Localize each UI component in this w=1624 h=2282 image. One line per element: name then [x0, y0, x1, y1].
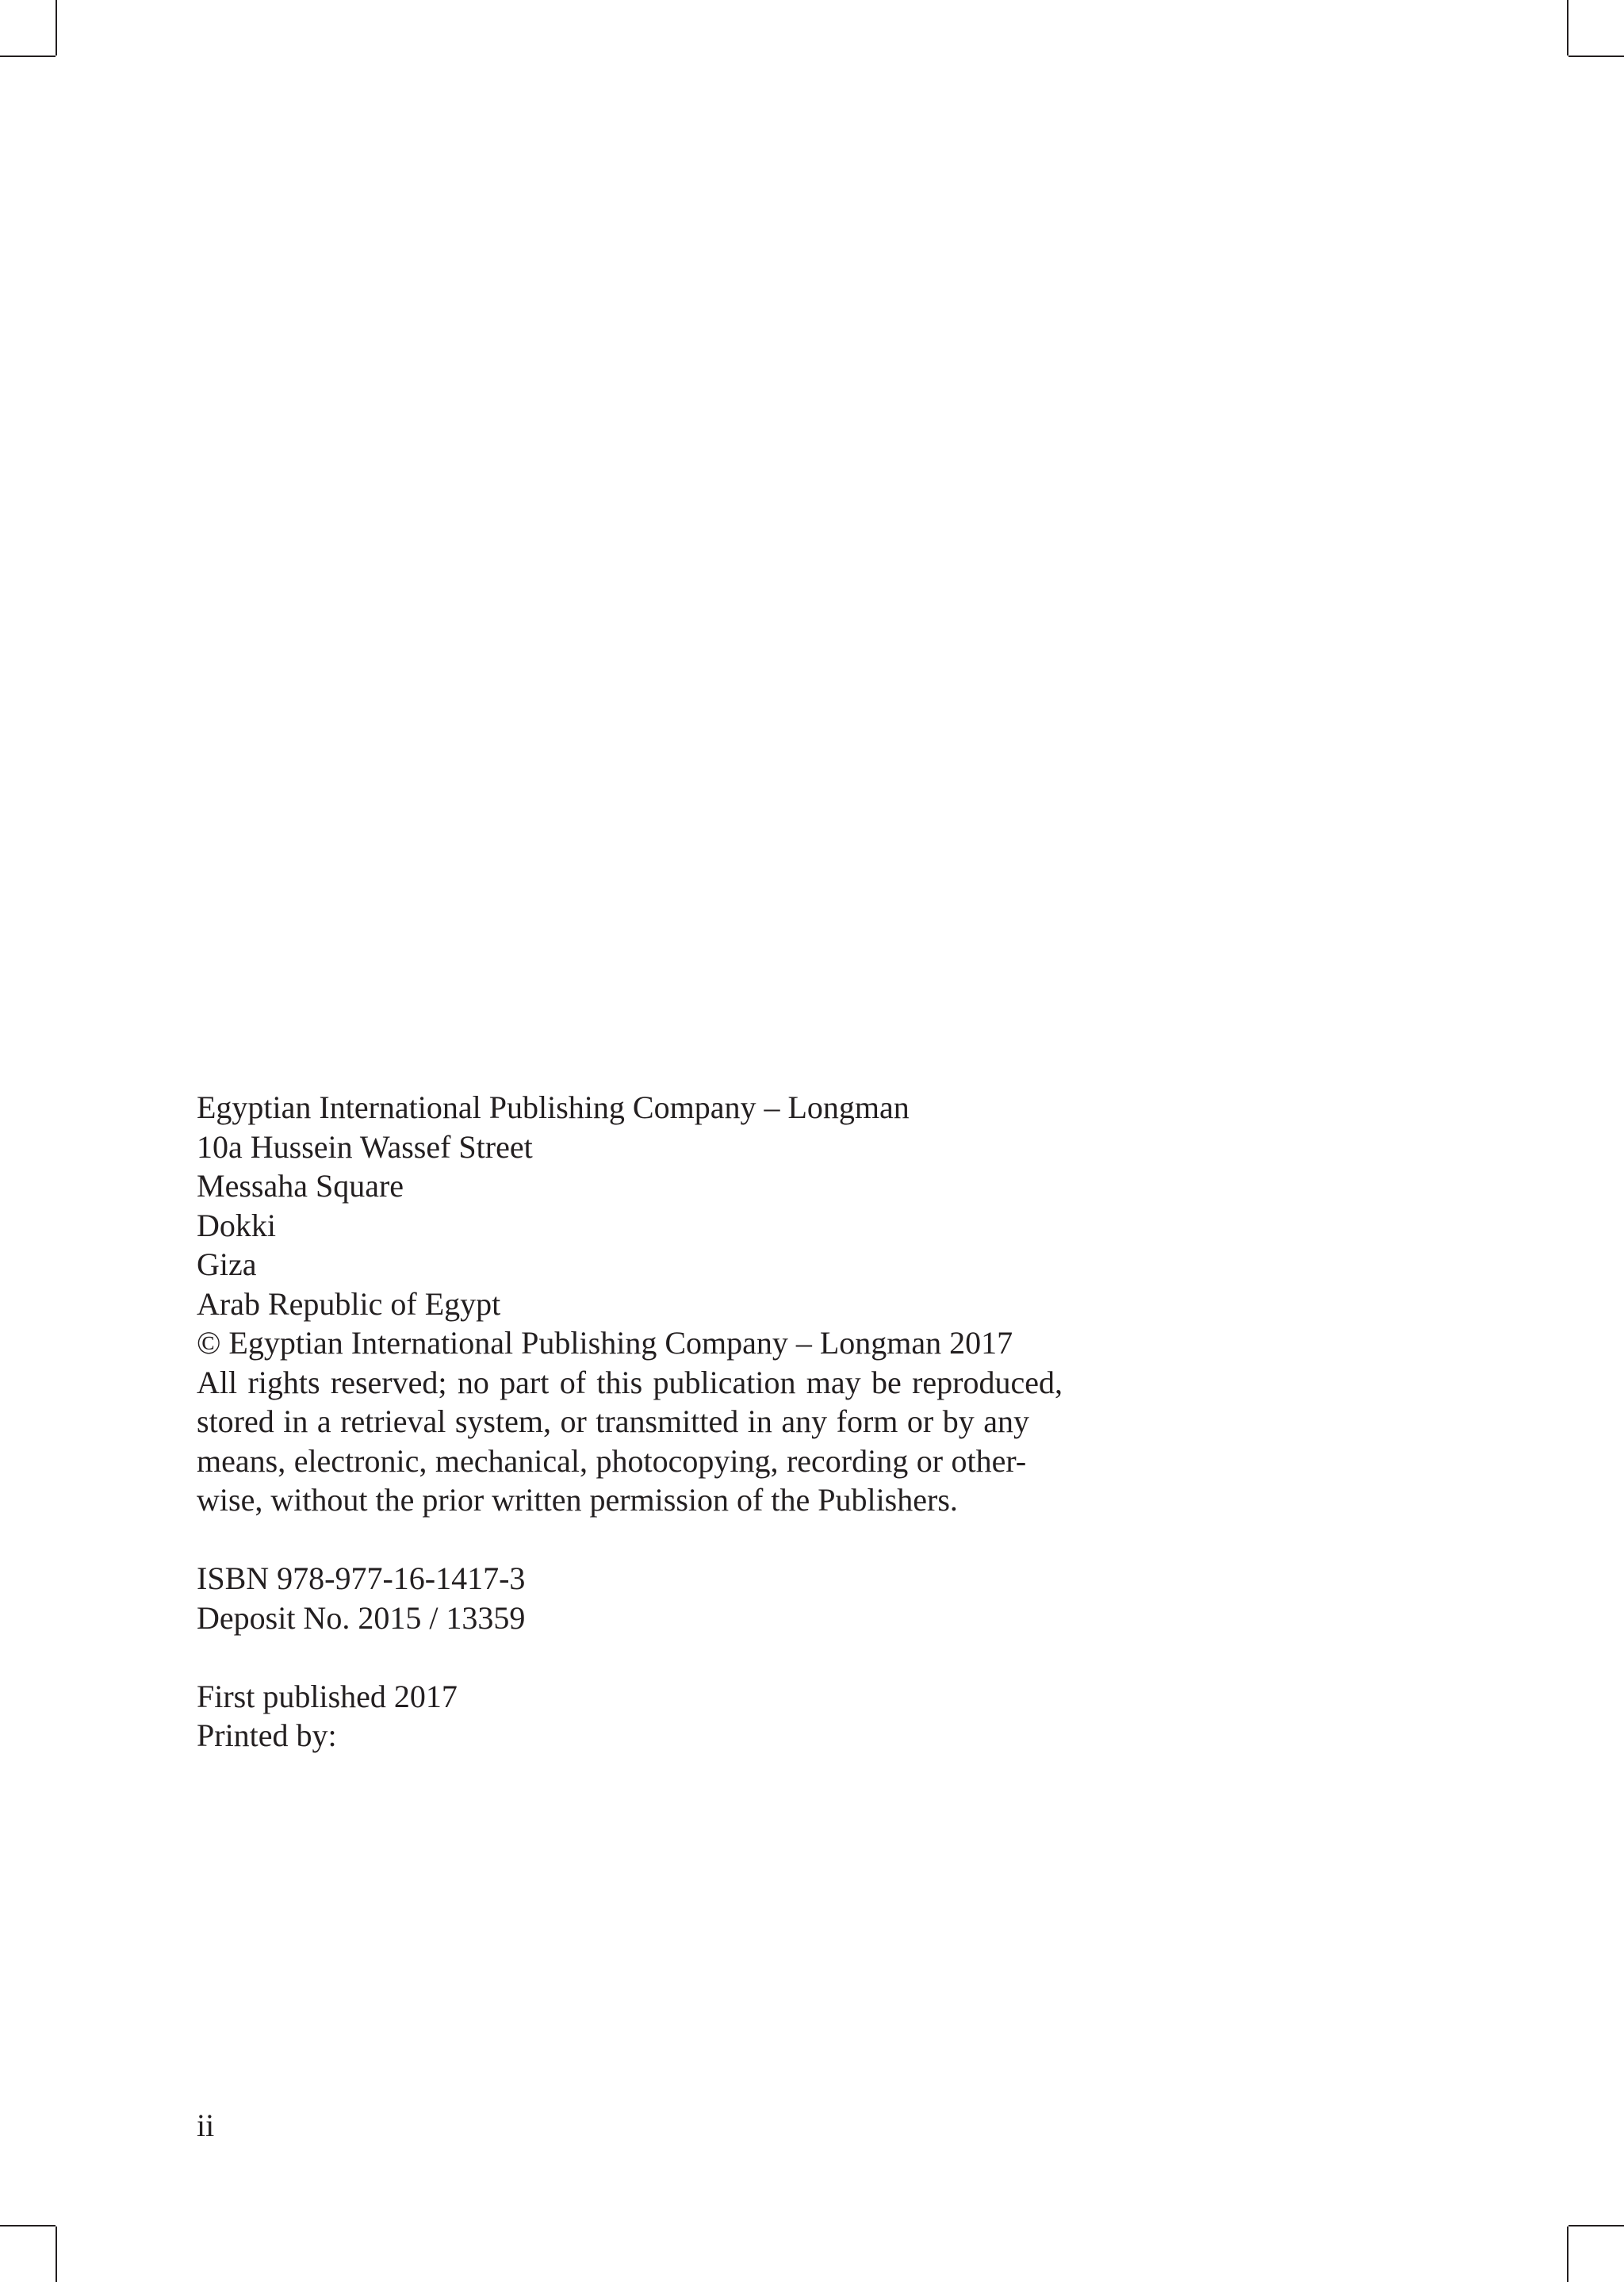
rights-line: All rights reserved; no part of this publication may be reproduced,: [197, 1364, 1063, 1400]
address-line-square: Messaha Square: [197, 1168, 404, 1204]
crop-mark-bottom-left-horizontal: [0, 2225, 56, 2226]
address-line-street: 10a Hussein Wassef Street: [197, 1128, 533, 1165]
copyright-notice: © Egyptian International Publishing Company – Longman 2017: [197, 1325, 1013, 1361]
address-line-city: Giza: [197, 1246, 257, 1282]
spacer: [197, 1637, 1063, 1677]
address-line-country: Arab Republic of Egypt: [197, 1285, 501, 1322]
imprint-block: [197, 1088, 1063, 1756]
crop-mark-bottom-right-vertical: [1567, 2226, 1568, 2282]
page-number: ii: [197, 2108, 215, 2143]
isbn: ISBN 978-977-16-1417-3: [197, 1560, 526, 1596]
rights-line: means, electronic, mechanical, photocopying, recording or other-: [197, 1442, 1027, 1479]
first-published: First published 2017: [197, 1678, 458, 1714]
rights-statement: [197, 1363, 1063, 1520]
deposit-number: Deposit No. 2015 / 13359: [197, 1599, 526, 1636]
crop-mark-top-right-vertical: [1567, 0, 1568, 56]
crop-mark-top-left-vertical: [56, 0, 57, 56]
spacer: [197, 1520, 1063, 1560]
printed-by: Printed by:: [197, 1717, 337, 1753]
crop-mark-bottom-left-vertical: [56, 2226, 57, 2282]
address-line-district: Dokki: [197, 1207, 276, 1243]
rights-line: stored in a retrieval system, or transmitted in any form or by any: [197, 1403, 1029, 1439]
crop-mark-top-left-horizontal: [0, 56, 56, 57]
publisher-name: Egyptian International Publishing Company – Longman: [197, 1089, 910, 1125]
crop-mark-top-right-horizontal: [1568, 56, 1624, 57]
rights-line: wise, without the prior written permission of the Publishers.: [197, 1482, 958, 1518]
crop-mark-bottom-right-horizontal: [1568, 2225, 1624, 2226]
